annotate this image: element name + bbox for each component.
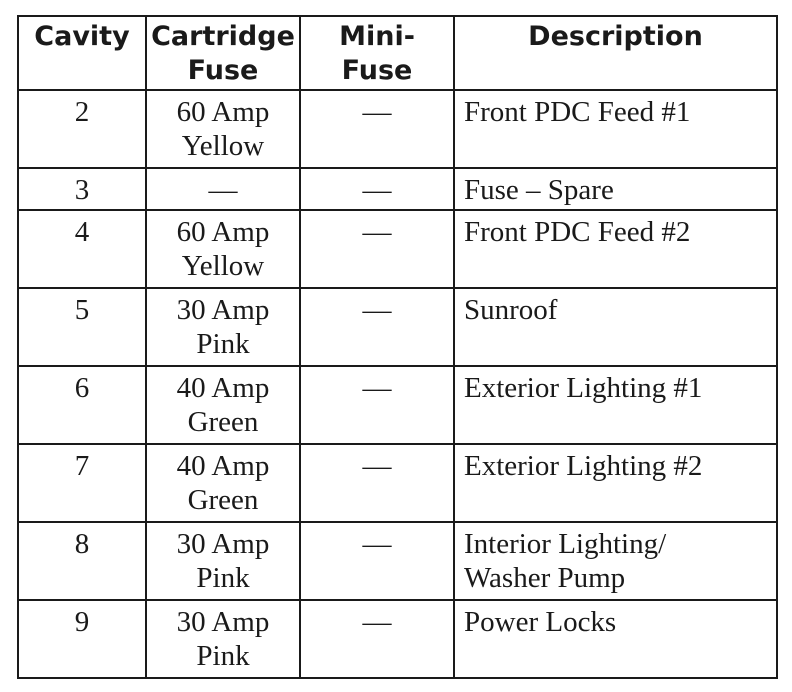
description-cell (454, 444, 777, 522)
description-cell (454, 600, 777, 678)
description-cell (454, 168, 777, 210)
mini-fuse-cell: — (300, 600, 454, 678)
cartridge-rating: 60 Amp (176, 96, 270, 128)
cartridge-cell (146, 168, 300, 210)
header-mini-line-2: Fuse (341, 55, 413, 86)
cartridge-color: Pink (196, 640, 250, 672)
cartridge-rating: 30 Amp (176, 606, 270, 638)
description-line: Exterior Lighting #1 (464, 372, 703, 404)
cartridge-cell (146, 90, 300, 168)
cartridge-cell (146, 288, 300, 366)
cartridge-cell (146, 600, 300, 678)
cartridge-cell (146, 522, 300, 600)
mini-fuse-cell: — (300, 288, 454, 366)
cartridge-rating: 40 Amp (176, 372, 270, 404)
header-description-line: Description (528, 21, 703, 52)
header-cavity-line: Cavity (34, 21, 130, 52)
cartridge-color: Yellow (181, 130, 265, 162)
description-cell (454, 366, 777, 444)
header-cartridge-line-2: Fuse (187, 55, 259, 86)
mini-fuse-cell: — (300, 522, 454, 600)
table-row (18, 522, 777, 600)
mini-fuse-cell: — (300, 168, 454, 210)
mini-fuse-cell: — (300, 366, 454, 444)
cartridge-rating: 30 Amp (176, 294, 270, 326)
cartridge-rating: 40 Amp (176, 450, 270, 482)
description-cell (454, 288, 777, 366)
description-line: Fuse – Spare (464, 174, 614, 206)
table-row (18, 90, 777, 168)
table-row (18, 288, 777, 366)
cartridge-color: Pink (196, 562, 250, 594)
description-cell (454, 90, 777, 168)
description-cell (454, 522, 777, 600)
cavity-cell: 2 (18, 90, 146, 168)
cartridge-rating: 30 Amp (176, 528, 270, 560)
cartridge-rating: — (208, 174, 238, 206)
description-cell (454, 210, 777, 288)
cartridge-cell (146, 444, 300, 522)
cartridge-cell (146, 210, 300, 288)
cavity-cell: 5 (18, 288, 146, 366)
description-line: Interior Lighting/ (464, 528, 667, 560)
header-mini-fuse (300, 16, 454, 90)
cartridge-color: Green (187, 406, 259, 438)
description-line: Washer Pump (464, 562, 626, 594)
table-row (18, 168, 777, 210)
cavity-cell: 8 (18, 522, 146, 600)
header-description (454, 16, 777, 90)
cavity-cell: 6 (18, 366, 146, 444)
cavity-cell: 9 (18, 600, 146, 678)
table-row (18, 366, 777, 444)
description-line: Power Locks (464, 606, 617, 638)
fuse-table (17, 15, 778, 679)
cavity-cell: 3 (18, 168, 146, 210)
cartridge-color: Pink (196, 328, 250, 360)
mini-fuse-cell: — (300, 90, 454, 168)
cartridge-color: Green (187, 484, 259, 516)
description-line: Front PDC Feed #1 (464, 96, 691, 128)
cavity-cell: 7 (18, 444, 146, 522)
header-cartridge-line-1: Cartridge (151, 21, 295, 52)
description-line: Exterior Lighting #2 (464, 450, 703, 482)
cartridge-color: Yellow (181, 250, 265, 282)
cavity-cell: 4 (18, 210, 146, 288)
header-cavity (18, 16, 146, 90)
cartridge-rating: 60 Amp (176, 216, 270, 248)
mini-fuse-cell: — (300, 444, 454, 522)
header-cartridge-fuse (146, 16, 300, 90)
table-row (18, 600, 777, 678)
table-row (18, 444, 777, 522)
description-line: Front PDC Feed #2 (464, 216, 691, 248)
cartridge-cell (146, 366, 300, 444)
header-row (18, 16, 777, 90)
description-line: Sunroof (464, 294, 558, 326)
table-row (18, 210, 777, 288)
header-mini-line-1: Mini- (339, 21, 415, 52)
mini-fuse-cell: — (300, 210, 454, 288)
